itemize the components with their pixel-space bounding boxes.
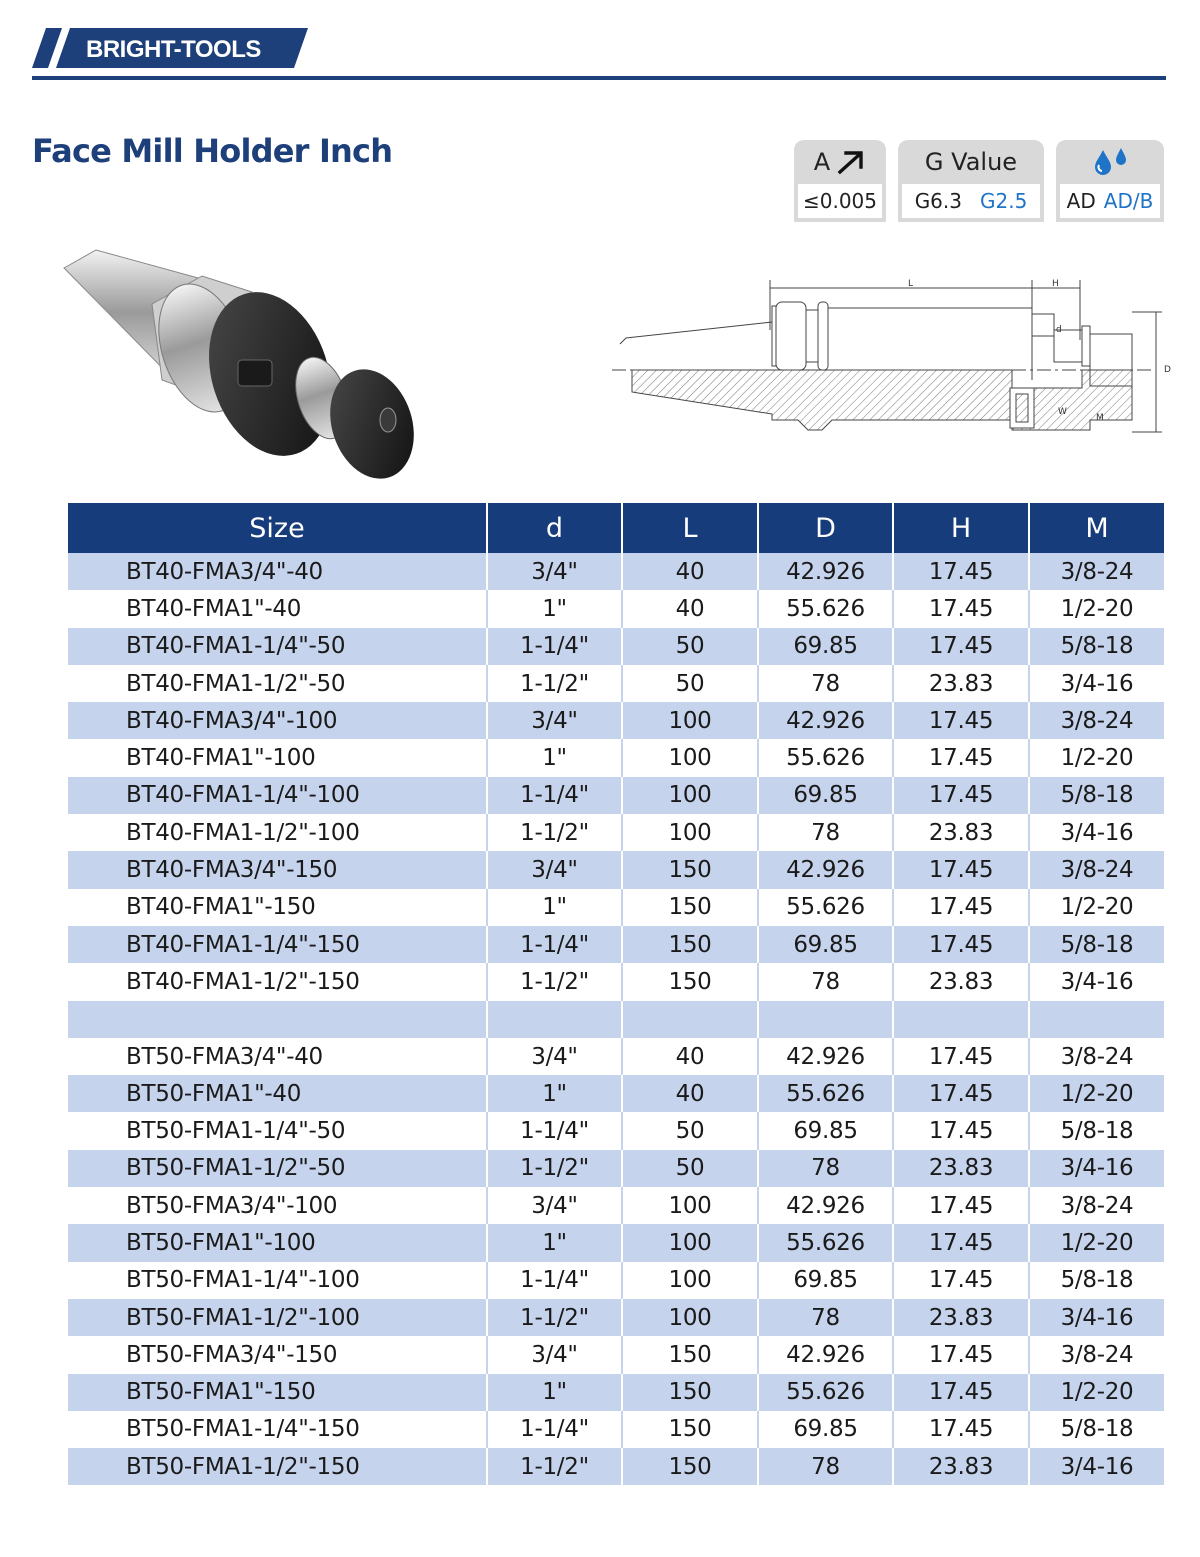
table-row — [68, 1262, 1164, 1299]
cell-M: 3/8-24 — [1060, 1192, 1134, 1219]
cell-H: 23.83 — [894, 963, 1030, 1000]
cell-d: 1" — [488, 889, 623, 926]
cell-size — [68, 1001, 488, 1038]
cell-M: 3/4-16 — [1060, 819, 1134, 846]
balance-badge — [898, 140, 1044, 222]
cell-D: 42.926 — [759, 1336, 894, 1373]
cell-D: 78 — [759, 665, 894, 702]
cell-D: 42.926 — [759, 702, 894, 739]
cell-M: 5/8-18 — [1060, 633, 1134, 660]
dim-label-D: D — [1164, 365, 1171, 375]
cell-size: BT50-FMA1-1/2"-50 — [68, 1150, 488, 1187]
cell-d: 1" — [488, 590, 623, 627]
table-row — [68, 1224, 1164, 1261]
accuracy-label: A — [813, 148, 831, 176]
cell-d: 3/4" — [488, 1336, 623, 1373]
cell-M: 3/4-16 — [1060, 1453, 1134, 1480]
cell-D: 55.626 — [759, 1224, 894, 1261]
cell-size: BT40-FMA1-1/4"-100 — [68, 777, 488, 814]
table-row — [68, 628, 1164, 665]
cell-L: 100 — [623, 702, 759, 739]
cell-M: 3/8-24 — [1060, 558, 1134, 585]
cell-size: BT50-FMA3/4"-40 — [68, 1038, 488, 1075]
coolant-badge — [1056, 140, 1164, 222]
cell-M: 1/2-20 — [1060, 1379, 1134, 1406]
page-title: Face Mill Holder Inch — [32, 132, 393, 170]
cell-D: 55.626 — [759, 739, 894, 776]
header-d: d — [488, 503, 623, 553]
cell-D: 69.85 — [759, 1262, 894, 1299]
cell-L: 50 — [623, 1150, 759, 1187]
coolant-value-2: AD/B — [1103, 189, 1154, 213]
table-row — [68, 889, 1164, 926]
balance-value-1: G6.3 — [914, 189, 962, 213]
cell-d: 3/4" — [488, 1038, 623, 1075]
cell-size: BT40-FMA3/4"-150 — [68, 851, 488, 888]
cell-size: BT50-FMA1-1/2"-150 — [68, 1448, 488, 1485]
cell-size: BT50-FMA3/4"-150 — [68, 1336, 488, 1373]
cell-H: 23.83 — [894, 665, 1030, 702]
dim-label-M: M — [1096, 413, 1104, 423]
table-body — [68, 553, 1164, 1485]
table-row — [68, 1038, 1164, 1075]
cell-D: 69.85 — [759, 1112, 894, 1149]
table-row — [68, 665, 1164, 702]
cell-d: 3/4" — [488, 702, 623, 739]
cell-M: 1/2-20 — [1060, 595, 1134, 622]
cell-L: 150 — [623, 1336, 759, 1373]
cell-size: BT40-FMA1-1/2"-100 — [68, 814, 488, 851]
cell-L: 150 — [623, 889, 759, 926]
table-row — [68, 1075, 1164, 1112]
cell-d: 1-1/2" — [488, 1150, 623, 1187]
cell-d: 1-1/4" — [488, 1262, 623, 1299]
header-size: Size — [68, 503, 488, 553]
coolant-drops-icon — [1090, 146, 1130, 178]
cell-L: 150 — [623, 1411, 759, 1448]
cell-d: 1-1/2" — [488, 665, 623, 702]
cell-size: BT50-FMA1-1/2"-100 — [68, 1299, 488, 1336]
balance-label: G Value — [924, 148, 1018, 176]
cell-L: 150 — [623, 1448, 759, 1485]
cell-L: 100 — [623, 739, 759, 776]
cell-H: 17.45 — [894, 1187, 1030, 1224]
cell-M: 5/8-18 — [1060, 1416, 1134, 1443]
cell-M: 1/2-20 — [1060, 745, 1134, 772]
table-row — [68, 814, 1164, 851]
cell-D: 69.85 — [759, 777, 894, 814]
cell-d: 1-1/4" — [488, 1112, 623, 1149]
cell-D: 55.626 — [759, 590, 894, 627]
cell-size: BT40-FMA1-1/4"-150 — [68, 926, 488, 963]
cell-size: BT40-FMA1"-40 — [68, 590, 488, 627]
table-row — [68, 1411, 1164, 1448]
cell-M: 5/8-18 — [1060, 782, 1134, 809]
table-row — [68, 926, 1164, 963]
cell-D: 42.926 — [759, 851, 894, 888]
balance-value-2: G2.5 — [980, 189, 1028, 213]
cell-H: 17.45 — [894, 851, 1030, 888]
cell-size: BT50-FMA1"-150 — [68, 1374, 488, 1411]
cell-d: 3/4" — [488, 1187, 623, 1224]
cell-M: 3/4-16 — [1060, 670, 1134, 697]
cell-M: 5/8-18 — [1060, 931, 1134, 958]
cell-D — [759, 1001, 894, 1038]
cell-H: 17.45 — [894, 1374, 1030, 1411]
cell-L: 100 — [623, 1187, 759, 1224]
cell-H: 23.83 — [894, 1299, 1030, 1336]
cell-size: BT40-FMA1"-150 — [68, 889, 488, 926]
dim-label-d: d — [1056, 325, 1062, 335]
cell-D: 55.626 — [759, 1075, 894, 1112]
cell-d: 1" — [488, 1075, 623, 1112]
cell-H: 17.45 — [894, 1038, 1030, 1075]
cell-size: BT40-FMA1-1/4"-50 — [68, 628, 488, 665]
cell-d: 1-1/2" — [488, 1448, 623, 1485]
cell-D: 42.926 — [759, 1038, 894, 1075]
header-D: D — [759, 503, 894, 553]
table-row — [68, 1150, 1164, 1187]
cell-L: 100 — [623, 814, 759, 851]
table-row — [68, 1187, 1164, 1224]
cell-H: 17.45 — [894, 702, 1030, 739]
cell-size: BT50-FMA1"-100 — [68, 1224, 488, 1261]
cell-size: BT40-FMA1-1/2"-50 — [68, 665, 488, 702]
cell-M: 1/2-20 — [1060, 894, 1134, 921]
table-row — [68, 590, 1164, 627]
cell-M: 3/4-16 — [1060, 1155, 1134, 1182]
cell-L: 150 — [623, 963, 759, 1000]
coolant-value-1: AD — [1066, 189, 1096, 213]
header-M: M — [1085, 512, 1109, 544]
spec-table — [68, 503, 1164, 1485]
cell-d: 1-1/2" — [488, 814, 623, 851]
cell-d: 1-1/2" — [488, 1299, 623, 1336]
table-row — [68, 1112, 1164, 1149]
dim-label-W: W — [1058, 407, 1067, 417]
cell-M: 3/8-24 — [1060, 1043, 1134, 1070]
product-photo — [52, 248, 432, 484]
header-H: H — [894, 503, 1030, 553]
cell-H: 17.45 — [894, 1112, 1030, 1149]
cell-size: BT50-FMA1"-40 — [68, 1075, 488, 1112]
table-row — [68, 1001, 1164, 1038]
brand-header — [32, 28, 1166, 82]
cell-d: 1-1/4" — [488, 926, 623, 963]
cell-H: 17.45 — [894, 889, 1030, 926]
cell-L — [623, 1001, 759, 1038]
cell-D: 78 — [759, 963, 894, 1000]
cell-D: 78 — [759, 1448, 894, 1485]
cell-d: 1" — [488, 739, 623, 776]
cell-d: 1-1/4" — [488, 777, 623, 814]
cell-L: 100 — [623, 1224, 759, 1261]
table-row — [68, 1374, 1164, 1411]
table-row — [68, 777, 1164, 814]
cell-d: 3/4" — [488, 553, 623, 590]
cell-M: 1/2-20 — [1060, 1229, 1134, 1256]
cell-L: 150 — [623, 926, 759, 963]
table-header — [68, 503, 1164, 553]
accuracy-badge — [794, 140, 886, 222]
cell-H: 17.45 — [894, 1075, 1030, 1112]
table-row — [68, 963, 1164, 1000]
cell-L: 50 — [623, 628, 759, 665]
cell-size: BT50-FMA1-1/4"-50 — [68, 1112, 488, 1149]
cell-d: 1-1/4" — [488, 628, 623, 665]
cell-H: 17.45 — [894, 553, 1030, 590]
cell-H — [894, 1001, 1030, 1038]
cell-H: 17.45 — [894, 1262, 1030, 1299]
cell-d — [488, 1001, 623, 1038]
cell-L: 50 — [623, 665, 759, 702]
cell-L: 100 — [623, 1299, 759, 1336]
table-row — [68, 851, 1164, 888]
brand-rule — [32, 76, 1166, 80]
cell-L: 100 — [623, 1262, 759, 1299]
cell-H: 17.45 — [894, 777, 1030, 814]
table-row — [68, 739, 1164, 776]
cell-H: 17.45 — [894, 739, 1030, 776]
dim-label-L: L — [908, 279, 914, 289]
cell-L: 40 — [623, 1075, 759, 1112]
brand-name: BRIGHT-TOOLS — [86, 36, 261, 63]
table-row — [68, 1448, 1164, 1485]
cell-D: 69.85 — [759, 628, 894, 665]
cell-size: BT40-FMA3/4"-40 — [68, 553, 488, 590]
cell-d: 1" — [488, 1224, 623, 1261]
cell-H: 23.83 — [894, 1150, 1030, 1187]
cell-M: 3/4-16 — [1060, 1304, 1134, 1331]
cell-M: 5/8-18 — [1060, 1118, 1134, 1145]
cell-L: 150 — [623, 851, 759, 888]
cell-size: BT50-FMA3/4"-100 — [68, 1187, 488, 1224]
cell-size: BT40-FMA1-1/2"-150 — [68, 963, 488, 1000]
cell-D: 55.626 — [759, 889, 894, 926]
cell-size: BT50-FMA1-1/4"-150 — [68, 1411, 488, 1448]
cell-H: 17.45 — [894, 590, 1030, 627]
cell-d: 1-1/2" — [488, 963, 623, 1000]
accuracy-value: ≤0.005 — [802, 189, 877, 213]
cell-L: 40 — [623, 1038, 759, 1075]
cell-size: BT40-FMA3/4"-100 — [68, 702, 488, 739]
cell-size: BT50-FMA1-1/4"-100 — [68, 1262, 488, 1299]
cell-L: 150 — [623, 1374, 759, 1411]
cell-L: 40 — [623, 590, 759, 627]
cell-M: 3/8-24 — [1060, 707, 1134, 734]
dim-label-H: H — [1052, 279, 1059, 289]
cell-H: 23.83 — [894, 814, 1030, 851]
cell-D: 78 — [759, 1150, 894, 1187]
cell-D: 69.85 — [759, 926, 894, 963]
cell-size: BT40-FMA1"-100 — [68, 739, 488, 776]
cell-d: 1-1/4" — [488, 1411, 623, 1448]
cell-M: 1/2-20 — [1060, 1080, 1134, 1107]
table-row — [68, 553, 1164, 590]
cell-H: 17.45 — [894, 628, 1030, 665]
cell-H: 23.83 — [894, 1448, 1030, 1485]
header-L: L — [623, 503, 759, 553]
cell-D: 42.926 — [759, 553, 894, 590]
cell-L: 50 — [623, 1112, 759, 1149]
cell-M: 3/8-24 — [1060, 1341, 1134, 1368]
cell-H: 17.45 — [894, 926, 1030, 963]
cell-L: 40 — [623, 553, 759, 590]
cell-M: 5/8-18 — [1060, 1267, 1134, 1294]
cell-H: 17.45 — [894, 1336, 1030, 1373]
table-row — [68, 1336, 1164, 1373]
cell-H: 17.45 — [894, 1224, 1030, 1261]
cell-L: 100 — [623, 777, 759, 814]
arrow-up-right-icon — [836, 149, 866, 175]
cell-d: 3/4" — [488, 851, 623, 888]
cell-D: 69.85 — [759, 1411, 894, 1448]
cell-D: 55.626 — [759, 1374, 894, 1411]
table-row — [68, 1299, 1164, 1336]
cell-D: 42.926 — [759, 1187, 894, 1224]
cell-H: 17.45 — [894, 1411, 1030, 1448]
cell-M — [1030, 1001, 1164, 1038]
cell-M: 3/8-24 — [1060, 857, 1134, 884]
cell-D: 78 — [759, 814, 894, 851]
cell-d: 1" — [488, 1374, 623, 1411]
cell-M: 3/4-16 — [1060, 968, 1134, 995]
table-row — [68, 702, 1164, 739]
cell-D: 78 — [759, 1299, 894, 1336]
technical-drawing — [612, 270, 1172, 442]
